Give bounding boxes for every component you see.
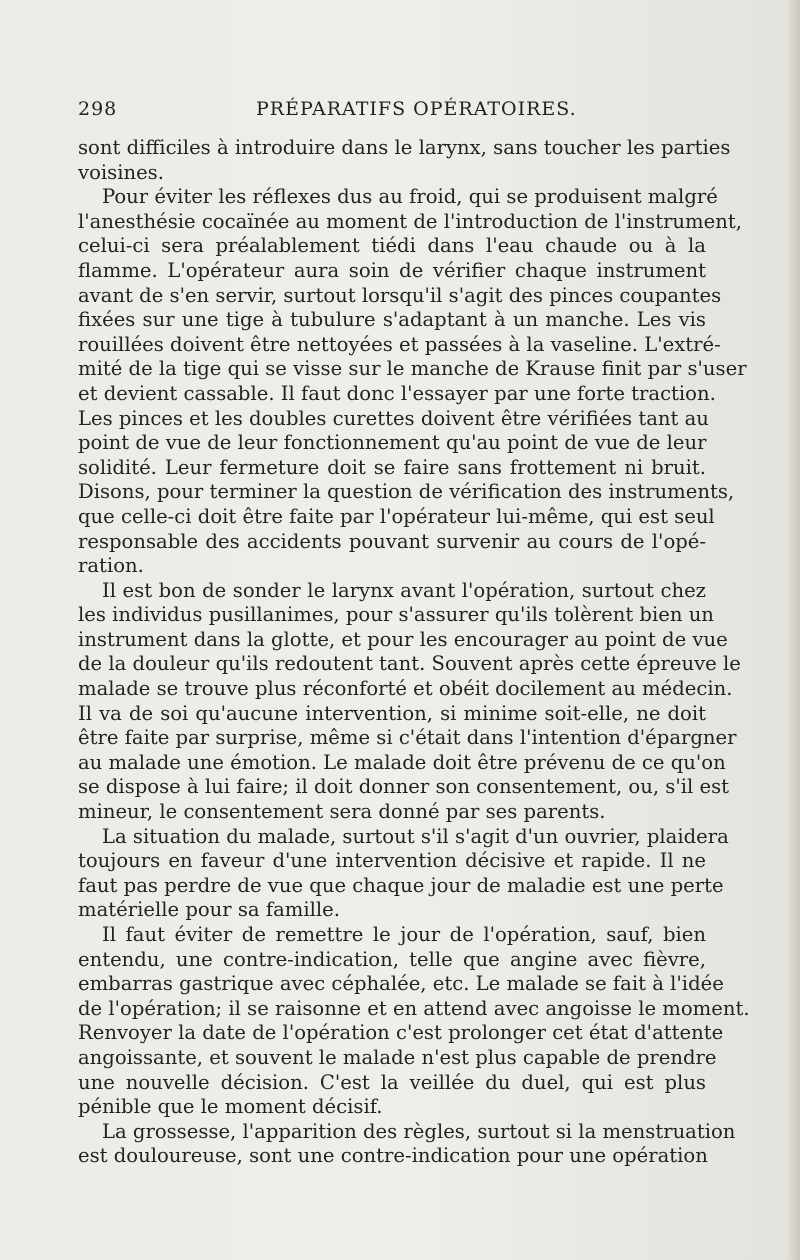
text-line: l'anesthésie cocaïnée au moment de l'introduction de l'instrument, <box>78 209 742 233</box>
text-line: matérielle pour sa famille. <box>78 898 340 922</box>
text-line: avant de s'en servir, surtout lorsqu'il s'agit des pinces coupantes <box>78 283 722 307</box>
text-line: La grossesse, l'apparition des règles, surtout si la menstruation <box>102 1119 736 1143</box>
text-line: malade se trouve plus réconforté et obéit docilement au médecin. <box>78 677 733 701</box>
text-line: Les pinces et les doubles curettes doivent être vérifiées tant au <box>78 406 709 430</box>
text-line: celui-ci sera préalablement tiédi dans l'eau chaude ou à la <box>78 234 706 258</box>
text-line: les individus pusillanimes, pour s'assurer qu'ils tolèrent bien un <box>78 603 714 627</box>
running-title: PRÉPARATIFS OPÉRATOIRES. <box>256 98 577 120</box>
text-line: être faite par surprise, même si c'était dans l'intention d'épargner <box>78 726 737 750</box>
text-line: La situation du malade, surtout s'il s'agit d'un ouvrier, plaidera <box>102 824 729 848</box>
body-text <box>78 136 750 1169</box>
text-line: que celle-ci doit être faite par l'opérateur lui-même, qui est seul <box>78 504 715 528</box>
text-line: flamme. L'opérateur aura soin de vérifier chaque instrument <box>78 258 706 282</box>
text-line: angoissante, et souvent le malade n'est plus capable de prendre <box>78 1045 717 1069</box>
text-line: faut pas perdre de vue que chaque jour de maladie est une perte <box>78 873 724 897</box>
text-line: voisines. <box>78 160 164 184</box>
text-line: embarras gastrique avec céphalée, etc. Le malade se fait à l'idée <box>78 972 724 996</box>
page-number: 298 <box>78 98 118 120</box>
text-line: Il faut éviter de remettre le jour de l'opération, sauf, bien <box>102 923 706 946</box>
text-line: de l'opération; il se raisonne et en attend avec angoisse le moment. <box>78 996 750 1020</box>
text-line: est douloureuse, sont une contre-indication pour une opération <box>78 1144 708 1168</box>
text-line: mineur, le consentement sera donné par ses parents. <box>78 800 606 824</box>
text-line: se dispose à lui faire; il doit donner son consentement, ou, s'il est <box>78 775 730 799</box>
text-line: une nouvelle décision. C'est la veillée du duel, qui est plus <box>78 1070 706 1094</box>
text-line: Renvoyer la date de l'opération c'est prolonger cet état d'attente <box>78 1021 724 1045</box>
text-line: sont difficiles à introduire dans le larynx, sans toucher les parties <box>78 136 731 159</box>
text-line: mité de la tige qui se visse sur le manche de Krause finit par s'user <box>78 357 747 381</box>
text-line: rouillées doivent être nettoyées et passées à la vaseline. L'extré- <box>78 332 721 356</box>
text-line: point de vue de leur fonctionnement qu'au point de vue de leur <box>78 431 707 455</box>
text-line: toujours en faveur d'une intervention décisive et rapide. Il ne <box>78 849 706 873</box>
page-edge-shadow <box>786 0 800 1260</box>
text-line: responsable des accidents pouvant survenir au cours de l'opé- <box>78 529 706 553</box>
text-line: fixées sur une tige à tubulure s'adaptant à un manche. Les vis <box>78 308 706 332</box>
page-header <box>78 98 718 128</box>
text-line: solidité. Leur fermeture doit se faire sans frottement ni bruit. <box>78 455 706 479</box>
text-line: pénible que le moment décisif. <box>78 1095 383 1119</box>
text-line: entendu, une contre-indication, telle que angine avec fièvre, <box>78 947 706 971</box>
text-line: Disons, pour terminer la question de vérification des instruments, <box>78 480 735 504</box>
text-line: instrument dans la glotte, et pour les encourager au point de vue <box>78 627 728 651</box>
text-line: au malade une émotion. Le malade doit être prévenu de ce qu'on <box>78 750 726 774</box>
text-line: Pour éviter les réflexes dus au froid, qui se produisent malgré <box>102 185 718 209</box>
text-line: ration. <box>78 554 144 578</box>
text-line: de la douleur qu'ils redoutent tant. Souvent après cette épreuve le <box>78 652 741 676</box>
text-line: Il va de soi qu'aucune intervention, si minime soit-elle, ne doit <box>78 701 706 725</box>
text-line: Il est bon de sonder le larynx avant l'opération, surtout chez <box>102 578 706 602</box>
text-line: et devient cassable. Il faut donc l'essayer par une forte traction. <box>78 381 716 405</box>
